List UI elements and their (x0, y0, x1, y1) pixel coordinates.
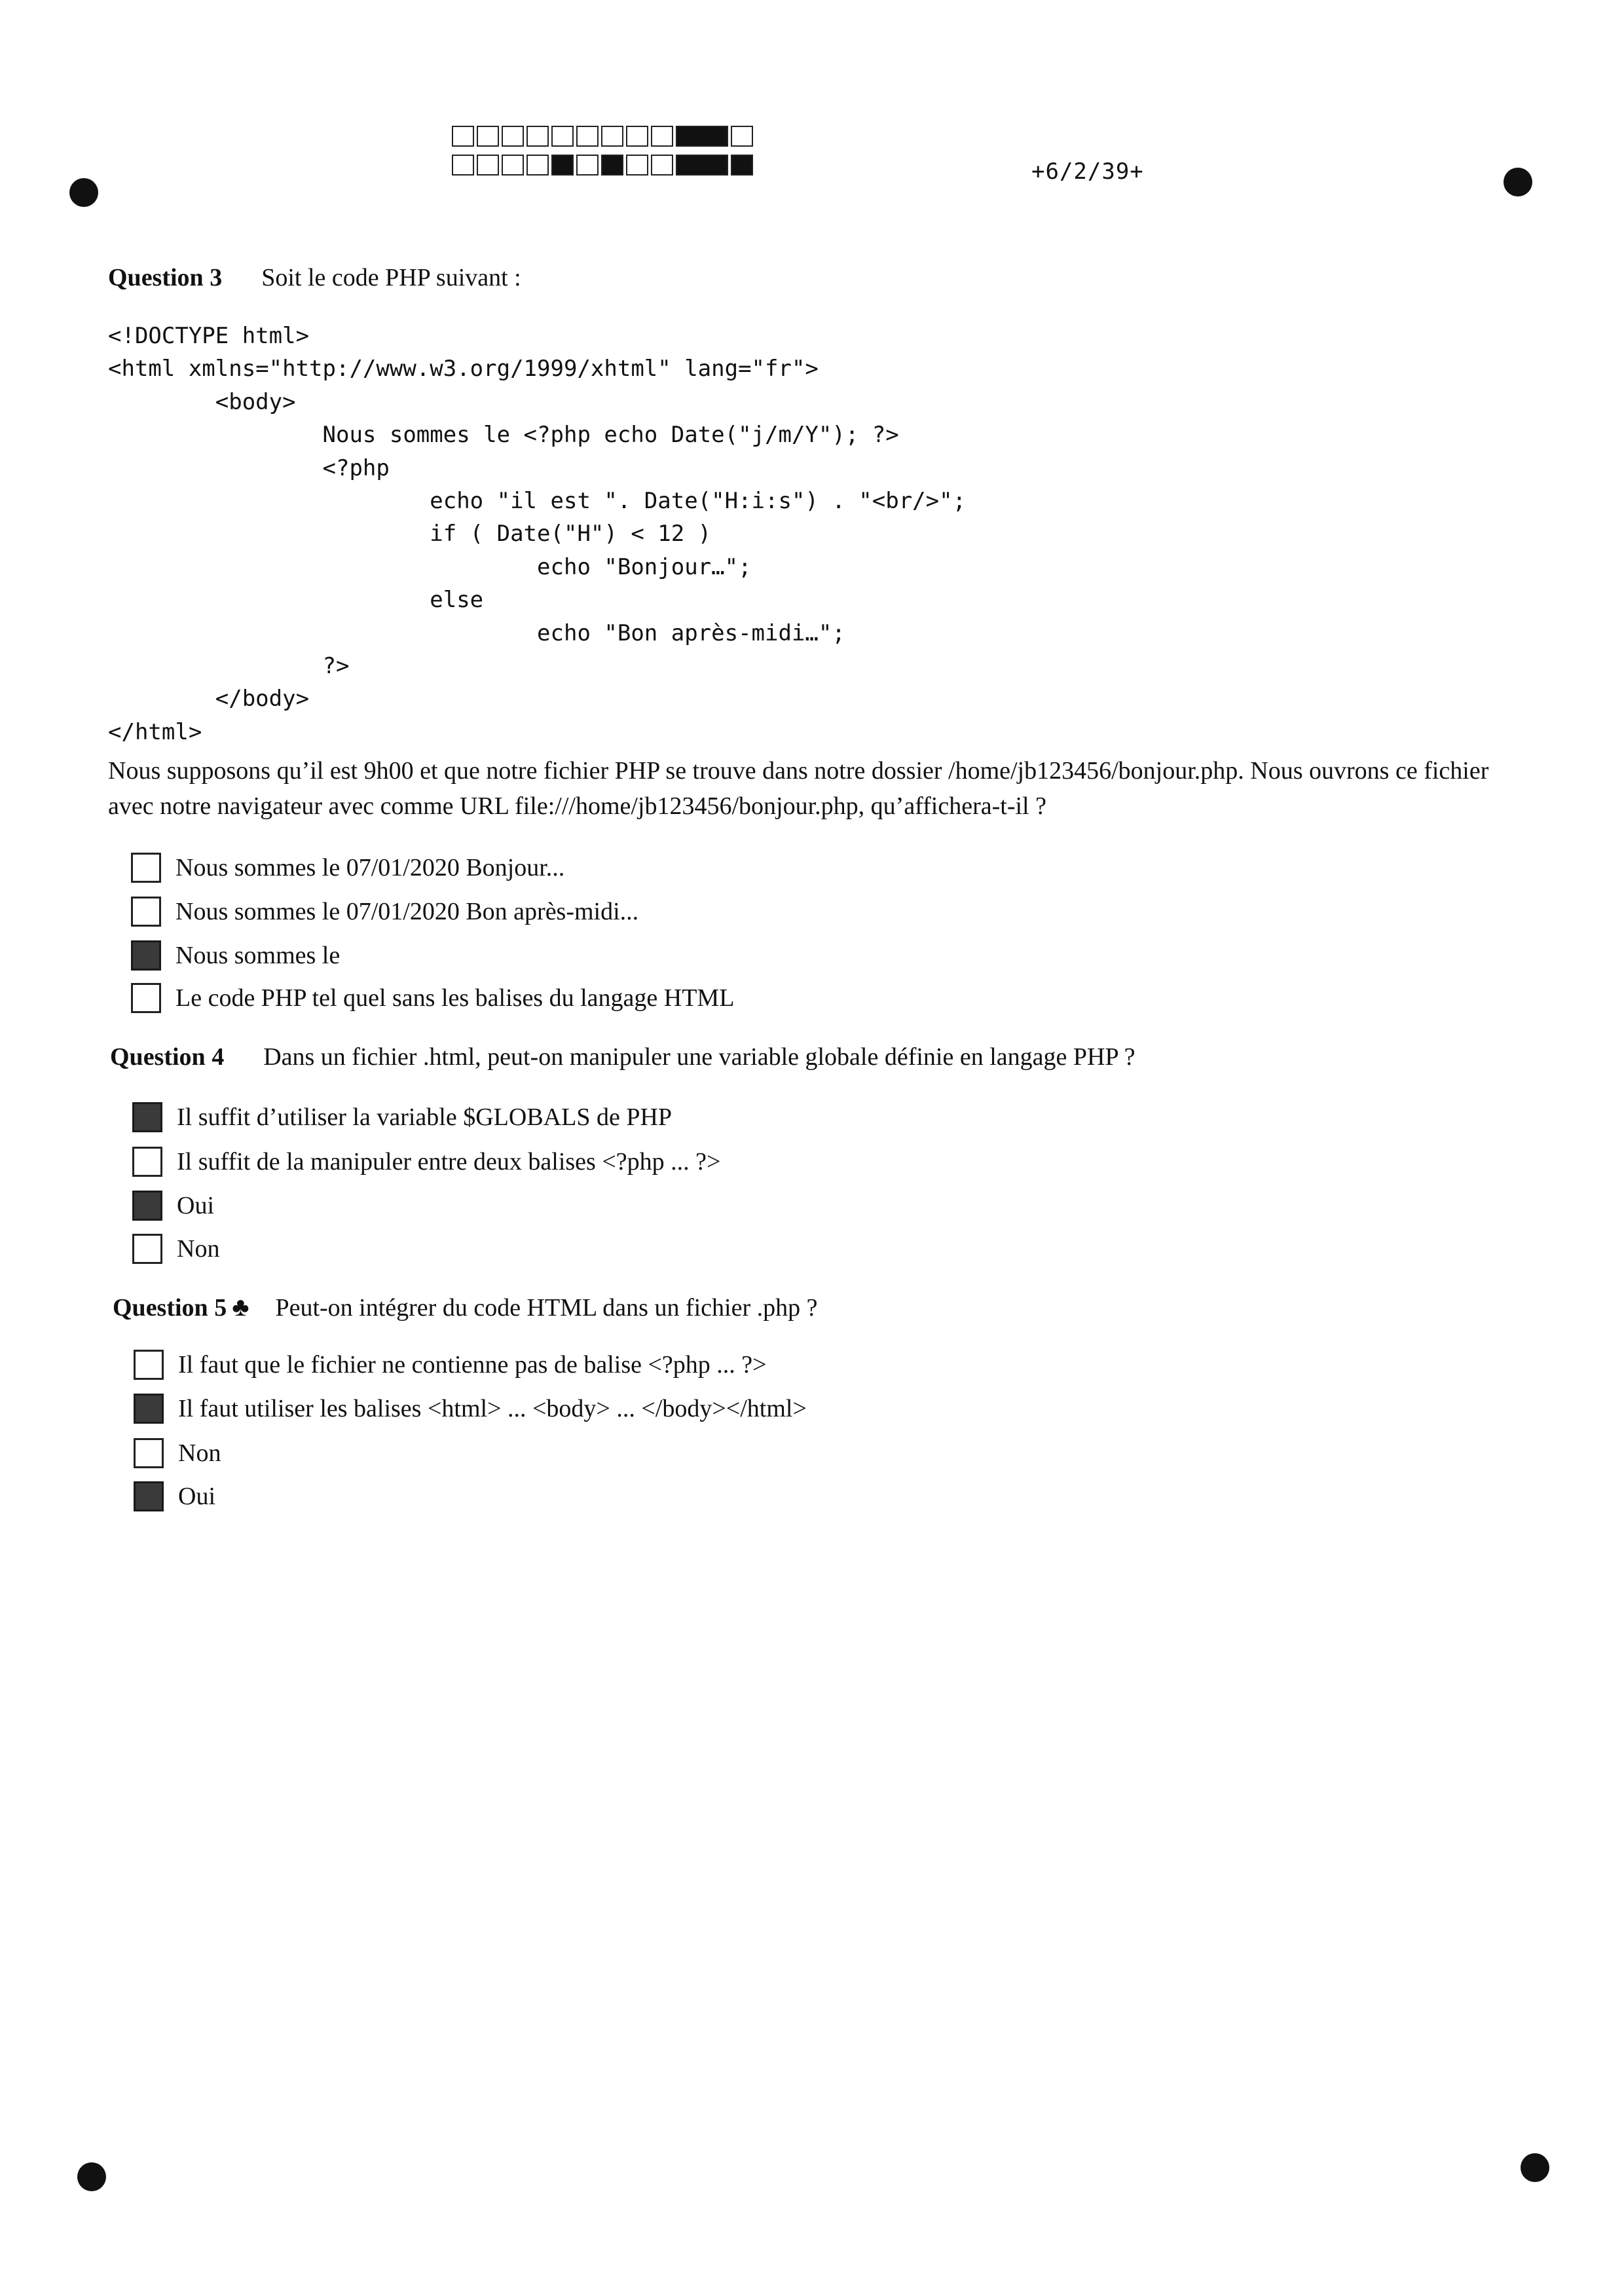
code-cell (477, 155, 499, 176)
checkbox[interactable] (134, 1438, 164, 1468)
q3-choice-4[interactable] (131, 983, 734, 1013)
checkbox[interactable] (131, 897, 161, 927)
code-cell (731, 126, 753, 147)
code-cell (626, 126, 648, 147)
php-code-block: <!DOCTYPE html> <html xmlns="http://www.w3.org/1999/xhtml" lang="fr"> <body> Nous sommes le <?php echo Date("j/m/Y"); ?> <?php echo "il est ". Date("H:i:s") . "<br/>"; if ( Date("H") < 12 ) echo "Bonjour…"; else echo "Bon après-midi…"; ?> </body> </html> (108, 323, 967, 745)
question-3-header (108, 263, 521, 292)
choice-label: Il suffit de la manipuler entre deux balises <?php ... ?> (177, 1148, 721, 1176)
code-cell (502, 126, 524, 147)
choice-label: Nous sommes le 07/01/2020 Bonjour... (175, 854, 565, 881)
page-code-grid (452, 126, 756, 183)
code-cell (452, 126, 474, 147)
question-3-paragraph: Nous supposons qu’il est 9h00 et que notre fichier PHP se trouve dans notre dossier /home/jb123456/bonjour.php. Nous ouvrons ce fichier avec notre navigateur avec comme URL file:///home/jb123456/bonjour.php, qu’affichera-t-il ? (108, 757, 1489, 820)
code-cell (731, 155, 753, 176)
choice-label: Il faut que le fichier ne contienne pas de balise <?php ... ?> (178, 1351, 767, 1379)
question-text: Peut-on intégrer du code HTML dans un fichier .php ? (275, 1294, 818, 1322)
question-label: Question 4 (110, 1043, 225, 1071)
registration-mark-top-left (69, 178, 98, 207)
question-5-header (113, 1291, 817, 1322)
choice-label: Il faut utiliser les balises <html> ... <body> ... </body></html> (178, 1395, 807, 1422)
code-row (452, 155, 756, 178)
q5-choice-2[interactable] (134, 1394, 807, 1424)
choice-label: Oui (178, 1483, 215, 1510)
choice-label: Il suffit d’utiliser la variable $GLOBALS de PHP (177, 1103, 673, 1131)
q3-choice-1[interactable] (131, 853, 564, 883)
q3-choice-3[interactable] (131, 940, 340, 971)
registration-mark-top-right (1504, 168, 1532, 196)
question-label: Question 3 (108, 264, 223, 291)
club-icon: ♣ (232, 1292, 249, 1322)
code-cell (651, 126, 673, 147)
choice-label: Non (178, 1439, 221, 1467)
q5-choice-3[interactable] (134, 1438, 221, 1468)
q3-choice-2[interactable] (131, 897, 638, 927)
code-cell (676, 126, 728, 147)
q4-choice-3[interactable] (132, 1191, 214, 1221)
checkbox[interactable] (131, 853, 161, 883)
choice-label: Nous sommes le 07/01/2020 Bon après-midi... (175, 898, 639, 925)
code-cell (502, 155, 524, 176)
checkbox[interactable] (131, 940, 161, 971)
question-text: Dans un fichier .html, peut-on manipuler une variable globale définie en langage PHP ? (263, 1043, 1135, 1071)
question-text: Soit le code PHP suivant : (261, 264, 521, 291)
code-cell (626, 155, 648, 176)
checkbox[interactable] (132, 1191, 162, 1221)
registration-mark-bottom-right (1521, 2153, 1549, 2182)
question-4-header (110, 1043, 1135, 1071)
choice-label: Oui (177, 1192, 214, 1219)
checkbox[interactable] (131, 983, 161, 1013)
code-cell (551, 126, 574, 147)
code-cell (526, 126, 549, 147)
registration-mark-bottom-left (77, 2162, 106, 2191)
code-cell (551, 155, 574, 176)
code-cell (676, 155, 728, 176)
choice-label: Le code PHP tel quel sans les balises du langage HTML (175, 984, 735, 1012)
page-reference: +6/2/39+ (1031, 158, 1144, 185)
choice-label: Non (177, 1235, 220, 1263)
code-cell (651, 155, 673, 176)
code-cell (601, 126, 623, 147)
code-row (452, 126, 756, 149)
checkbox[interactable] (132, 1234, 162, 1264)
question-label: Question 5 (113, 1294, 227, 1322)
q4-choice-1[interactable] (132, 1102, 672, 1132)
checkbox[interactable] (134, 1394, 164, 1424)
code-cell (601, 155, 623, 176)
checkbox[interactable] (132, 1147, 162, 1177)
code-cell (576, 155, 599, 176)
code-cell (526, 155, 549, 176)
q4-choice-2[interactable] (132, 1147, 720, 1177)
code-cell (477, 126, 499, 147)
code-cell (576, 126, 599, 147)
q5-choice-4[interactable] (134, 1481, 215, 1511)
checkbox[interactable] (132, 1102, 162, 1132)
checkbox[interactable] (134, 1350, 164, 1380)
code-cell (452, 155, 474, 176)
q5-choice-1[interactable] (134, 1350, 767, 1380)
q4-choice-4[interactable] (132, 1234, 219, 1264)
checkbox[interactable] (134, 1481, 164, 1511)
choice-label: Nous sommes le (175, 942, 341, 969)
